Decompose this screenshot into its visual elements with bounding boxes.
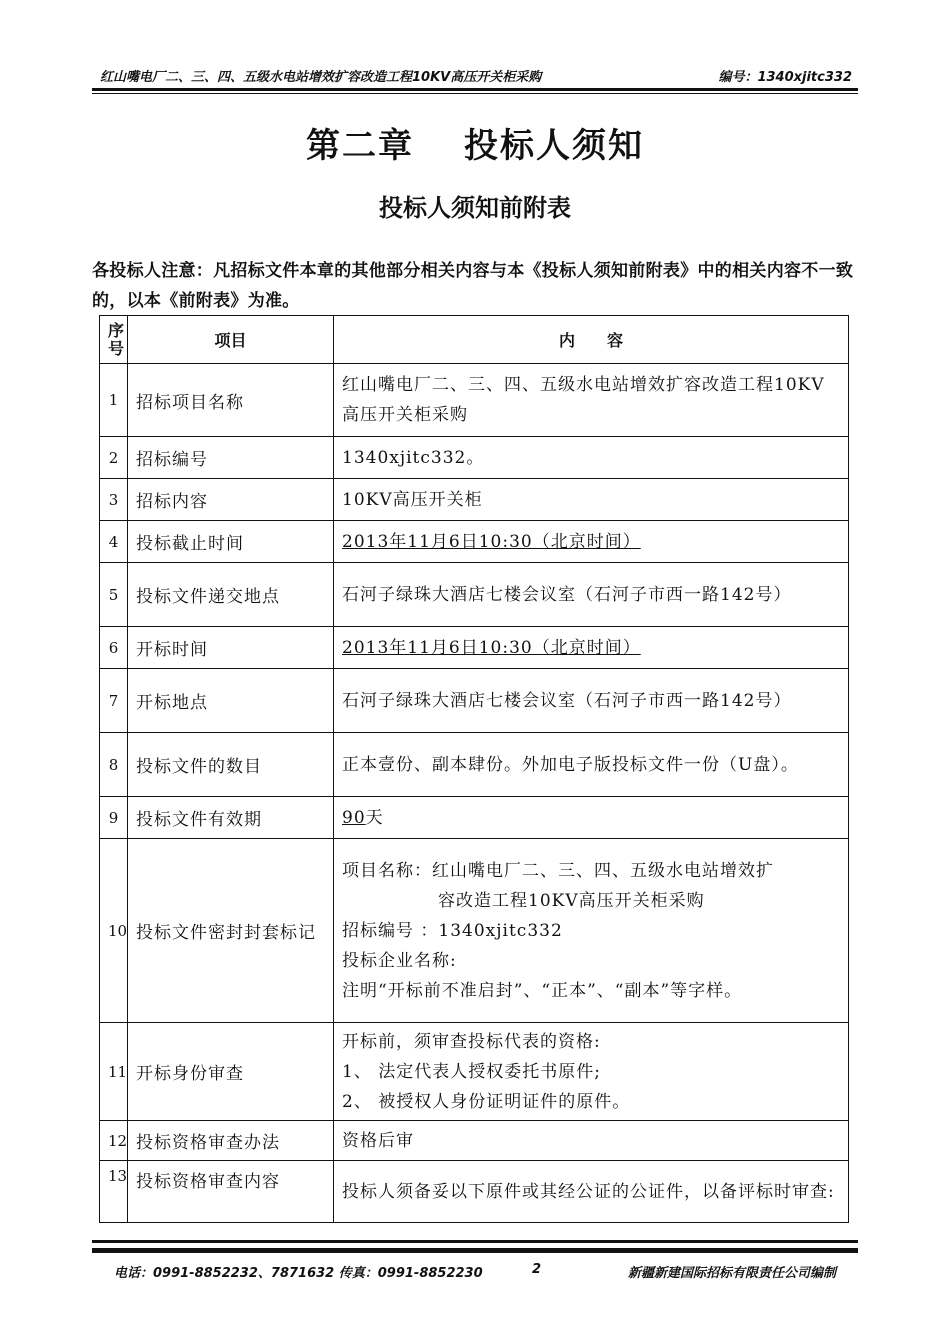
chapter-name: 投标人须知 <box>464 126 644 166</box>
table-row <box>100 1161 849 1223</box>
header-content-label: 内 容 <box>558 331 623 350</box>
deadline-text: 2013年11月6日10:30（北京时间） <box>342 531 641 552</box>
table-row <box>100 839 849 1023</box>
row-content <box>334 627 849 669</box>
row-content <box>334 839 849 1023</box>
seal-line: 投标企业名称: <box>342 950 457 971</box>
row-number: 3 <box>100 479 128 521</box>
header-content <box>334 316 849 364</box>
header-project-title: 红山嘴电厂二、三、四、五级水电站增效扩容改造工程10KV高压开关柜采购 <box>100 70 542 85</box>
seal-line: 项目名称：红山嘴电厂二、三、四、五级水电站增效扩 <box>342 860 774 881</box>
row-number: 8 <box>100 733 128 797</box>
seal-line: 注明“开标前不准启封”、“正本”、“副本”等字样。 <box>342 980 743 1001</box>
row-item: 投标资格审查办法 <box>128 1121 334 1161</box>
table-row <box>100 563 849 627</box>
notice-paragraph: 各投标人注意：凡招标文件本章的其他部分相关内容与本《投标人须知前附表》中的相关内容不一致的，以本《前附表》为准。 <box>92 261 854 311</box>
table-row <box>100 1121 849 1161</box>
row-number: 13 <box>100 1161 128 1223</box>
row-item: 开标地点 <box>128 669 334 733</box>
table-row <box>100 627 849 669</box>
table-row <box>100 521 849 563</box>
row-content: 10KV高压开关柜 <box>334 479 849 521</box>
bidder-instructions-table <box>99 315 849 1223</box>
table-row <box>100 1023 849 1121</box>
validity-days: 90 <box>342 807 366 828</box>
row-content <box>334 1023 849 1121</box>
row-item: 投标文件的数目 <box>128 733 334 797</box>
table-row <box>100 437 849 479</box>
table-row <box>100 479 849 521</box>
row-number: 10 <box>100 839 128 1023</box>
row-item: 开标时间 <box>128 627 334 669</box>
header-rule-thick <box>92 88 858 91</box>
table-row <box>100 669 849 733</box>
row-content <box>334 521 849 563</box>
check-line: 开标前，须审查投标代表的资格: <box>342 1031 601 1052</box>
row-item: 投标截止时间 <box>128 521 334 563</box>
row-content: 石河子绿珠大酒店七楼会议室（石河子市西一路142号） <box>334 563 849 627</box>
row-number: 5 <box>100 563 128 627</box>
header-doc-number: 编号：1340xjitc332 <box>718 70 852 85</box>
section-subtitle: 投标人须知前附表 <box>379 194 571 222</box>
row-number: 12 <box>100 1121 128 1161</box>
row-content: 正本壹份、副本肆份。外加电子版投标文件一份（U盘）。 <box>334 733 849 797</box>
validity-unit: 天 <box>365 807 384 828</box>
opening-time-text: 2013年11月6日10:30（北京时间） <box>342 637 641 658</box>
check-line: 2、 被授权人身份证明证件的原件。 <box>342 1091 631 1112</box>
row-number: 6 <box>100 627 128 669</box>
chapter-title <box>0 118 950 167</box>
row-number: 9 <box>100 797 128 839</box>
header-seq: 序号 <box>100 316 128 364</box>
footer-rule-thin <box>92 1240 858 1243</box>
row-item: 招标内容 <box>128 479 334 521</box>
row-item: 投标文件有效期 <box>128 797 334 839</box>
table-row <box>100 733 849 797</box>
footer-contact: 电话：0991-8852232、7871632 传真：0991-8852230 <box>114 1266 483 1281</box>
row-content <box>334 797 849 839</box>
header-item: 项目 <box>128 316 334 364</box>
row-number: 11 <box>100 1023 128 1121</box>
row-number: 7 <box>100 669 128 733</box>
page-header <box>92 66 858 86</box>
check-line: 1、 法定代表人授权委托书原件; <box>342 1061 601 1082</box>
footer-rule-thick <box>92 1248 858 1253</box>
row-item: 投标资格审查内容 <box>128 1161 334 1223</box>
row-item: 招标项目名称 <box>128 364 334 437</box>
row-number: 4 <box>100 521 128 563</box>
row-number: 1 <box>100 364 128 437</box>
row-content: 石河子绿珠大酒店七楼会议室（石河子市西一路142号） <box>334 669 849 733</box>
row-content: 红山嘴电厂二、三、四、五级水电站增效扩容改造工程10KV高压开关柜采购 <box>334 364 849 437</box>
table-row <box>100 797 849 839</box>
row-item: 投标文件密封封套标记 <box>128 839 334 1023</box>
row-number: 2 <box>100 437 128 479</box>
row-content: 资格后审 <box>334 1121 849 1161</box>
footer-company: 新疆新建国际招标有限责任公司编制 <box>627 1266 836 1281</box>
row-item: 招标编号 <box>128 437 334 479</box>
row-item: 投标文件递交地点 <box>128 563 334 627</box>
row-content: 投标人须备妥以下原件或其经公证的公证件，以备评标时审查: <box>334 1161 849 1223</box>
table-row <box>100 364 849 437</box>
seal-line: 招标编号 ：1340xjitc332 <box>342 920 563 941</box>
table-header-row <box>100 316 849 364</box>
seal-line: 容改造工程10KV高压开关柜采购 <box>438 890 705 911</box>
page-number: 2 <box>532 1262 542 1277</box>
chapter-number: 第二章 <box>306 126 414 166</box>
row-content: 1340xjitc332。 <box>334 437 849 479</box>
row-item: 开标身份审查 <box>128 1023 334 1121</box>
header-rule-thin <box>92 93 858 94</box>
